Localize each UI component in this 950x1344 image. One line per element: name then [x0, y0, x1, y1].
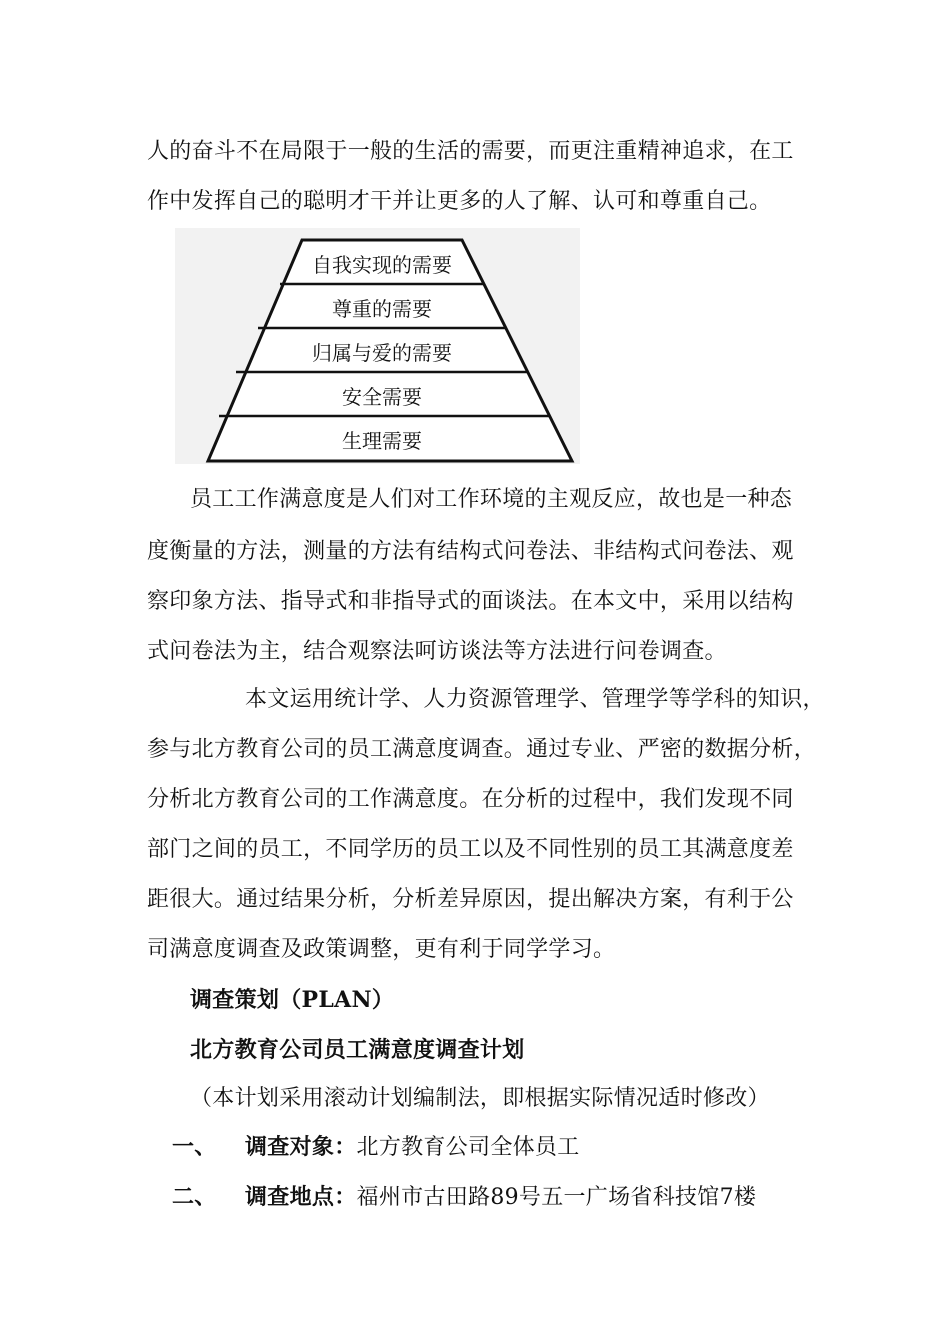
- paragraph-2-line-3: 察印象方法、指导式和非指导式的面谈法。在本文中，采用以结构: [147, 589, 794, 614]
- paragraph-3-line-4: 部门之间的员工，不同学历的员工以及不同性别的员工其满意度差: [147, 837, 794, 862]
- needs-pyramid-figure: [175, 228, 580, 464]
- plan-item-1-label: 调查对象：: [245, 1134, 357, 1160]
- plan-note: （本计划采用滚动计划编制法，即根据实际情况适时修改）: [190, 1086, 770, 1111]
- plan-item-2-content: [245, 1182, 756, 1213]
- needs-pyramid-svg: [175, 228, 580, 464]
- paragraph-3-line-5: 距很大。通过结果分析，分析差异原因，提出解决方案，有利于公: [147, 887, 794, 912]
- paragraph-1-line-1: 人的奋斗不在局限于一般的生活的需要，而更注重精神追求，在工: [147, 139, 794, 164]
- pyramid-level-safety: 安全需要: [342, 385, 422, 409]
- plan-item-2-label: 调查地点：: [245, 1184, 357, 1210]
- paragraph-3-line-2: 参与北方教育公司的员工满意度调查。通过专业、严密的数据分析，: [147, 737, 817, 762]
- plan-item-1-text: 北方教育公司全体员工: [356, 1135, 580, 1160]
- paragraph-1-line-2: 作中发挥自己的聪明才干并让更多的人了解、认可和尊重自己。: [147, 189, 772, 214]
- pyramid-level-physiological: 生理需要: [342, 429, 422, 453]
- plan-item-2-text: 福州市古田路89号五一广场省科技馆7楼: [356, 1185, 757, 1210]
- pyramid-level-self-actualization: 自我实现的需要: [312, 253, 452, 277]
- pyramid-level-belonging: 归属与爱的需要: [312, 341, 452, 365]
- paragraph-2-line-1: 员工工作满意度是人们对工作环境的主观反应，故也是一种态: [190, 487, 793, 512]
- paragraph-3-line-3: 分析北方教育公司的工作满意度。在分析的过程中，我们发现不同: [147, 787, 794, 812]
- plan-item-1-content: [245, 1132, 580, 1163]
- plan-section-heading: 调查策划（PLAN）: [190, 987, 395, 1013]
- plan-item-2-number: 二、: [172, 1184, 217, 1210]
- paragraph-2-line-4: 式问卷法为主，结合观察法呵访谈法等方法进行问卷调查。: [147, 639, 727, 664]
- paragraph-2-line-2: 度衡量的方法，测量的方法有结构式问卷法、非结构式问卷法、观: [147, 539, 794, 564]
- paragraph-3-line-1: 本文运用统计学、人力资源管理学、管理学等学科的知识，: [245, 687, 825, 712]
- pyramid-level-esteem: 尊重的需要: [332, 297, 432, 321]
- plan-item-1-number: 一、: [172, 1134, 217, 1160]
- paragraph-3-line-6: 司满意度调查及政策调整，更有利于同学学习。: [147, 937, 616, 962]
- plan-title: 北方教育公司员工满意度调查计划: [190, 1037, 525, 1063]
